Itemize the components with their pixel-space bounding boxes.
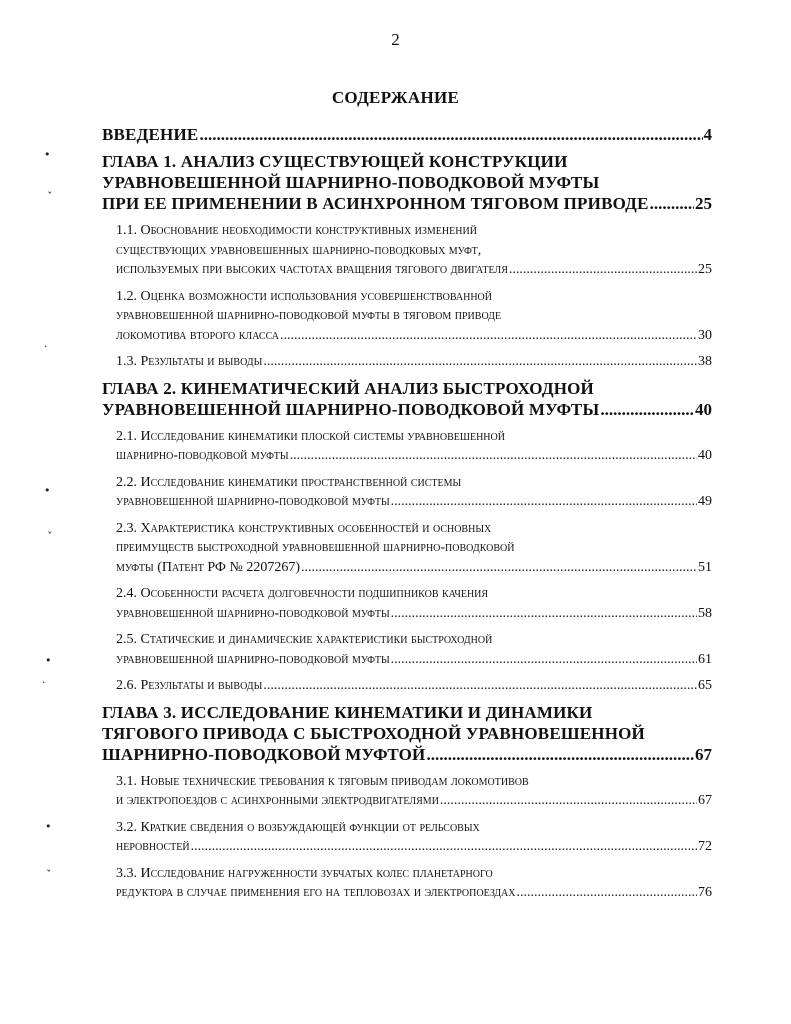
toc-section-entry[interactable] <box>102 818 712 857</box>
toc-entry-last-line <box>116 650 712 670</box>
dot-leader <box>301 558 697 578</box>
toc-page-number: 61 <box>698 651 712 667</box>
scan-mark: ˇ <box>46 868 52 881</box>
toc-entry-text: уравновешенной шарнирно-поводковой муфты <box>116 494 390 509</box>
toc-page-number: 67 <box>695 744 712 764</box>
toc-page-number: 25 <box>695 194 712 213</box>
toc-page-number: 65 <box>698 678 712 693</box>
toc-chapter-entry[interactable] <box>102 378 712 420</box>
toc-section-entry[interactable] <box>102 473 712 512</box>
toc-entry-text: 1.3. Результаты и выводы <box>116 354 263 369</box>
toc-entry-text: и электропоездов с асинхронными электродвигателями <box>116 793 439 808</box>
toc-entry-line: УРАВНОВЕШЕННОЙ ШАРНИРНО-ПОВОДКОВОЙ МУФТЫ <box>102 173 600 192</box>
toc-entry-line: ГЛАВА 3. ИССЛЕДОВАНИЕ КИНЕМАТИКИ И ДИНАМИКИ <box>102 702 593 722</box>
toc-entry-last-line <box>116 492 712 512</box>
toc-page-number: 40 <box>698 448 712 463</box>
toc-entry-line: уравновешенной шарнирно-поводковой муфты в тяговом приводе <box>116 308 502 323</box>
dot-leader <box>263 352 697 372</box>
toc-entry-line: 2.5. Статические и динамические характеристики быстроходной <box>116 632 493 647</box>
scan-mark: ˇ <box>47 530 53 543</box>
toc-page-number: 72 <box>698 839 712 854</box>
dot-leader <box>600 399 694 420</box>
toc-page-number: 58 <box>698 605 712 621</box>
toc-chapter-entry[interactable] <box>102 702 712 765</box>
toc-entry-last-line <box>102 399 712 420</box>
toc-page-number: 51 <box>698 559 712 575</box>
scan-mark: ˇ <box>47 190 53 203</box>
toc-entry-text: неровностей <box>116 839 190 854</box>
scan-mark: · <box>42 676 46 689</box>
toc-entry-last-line <box>116 883 712 903</box>
toc-section-entry[interactable] <box>102 519 712 578</box>
toc-entry-last-line <box>102 193 712 214</box>
toc-page-number: 30 <box>698 327 712 343</box>
toc-page-number: 67 <box>698 793 712 808</box>
scan-mark: · <box>44 340 48 353</box>
toc-entry-line: существующих уравновешенных шарнирно-поводковых муфт, <box>116 242 482 258</box>
dot-leader <box>280 326 697 346</box>
toc-entry-last-line <box>116 558 712 578</box>
toc-entry-text: редуктора в случае применения его на тепловозах и электропоездах <box>116 885 516 900</box>
toc-section-entry[interactable] <box>102 221 712 280</box>
toc-section-entry[interactable] <box>102 630 712 669</box>
toc-entry-line: 3.1. Новые технические требования к тяговым приводам локомотивов <box>116 773 529 789</box>
toc-section-entry[interactable] <box>102 864 712 903</box>
toc-entry-line: 3.2. Краткие сведения о возбуждающей функции от рельсовых <box>116 819 480 835</box>
toc-section-entry[interactable] <box>102 676 712 696</box>
toc-entry-last-line <box>116 604 712 624</box>
toc-entry-text: локомотива второго класса <box>116 327 279 343</box>
toc-entry-text: 2.6. Результаты и выводы <box>116 678 263 693</box>
toc-section-entry[interactable] <box>102 772 712 811</box>
toc-chapter-entry[interactable] <box>102 124 712 145</box>
toc-entry-text: используемых при высоких частотах вращения тягового двигателя <box>116 262 508 277</box>
toc-section-entry[interactable] <box>102 287 712 346</box>
toc-entry-last-line <box>116 837 712 857</box>
toc-page-number: 76 <box>698 885 712 900</box>
dot-leader <box>509 260 697 280</box>
toc-section-entry[interactable] <box>102 584 712 623</box>
toc-entry-line: 1.2. Оценка возможности использования усовершенствованной <box>116 288 492 304</box>
toc-entry-text: УРАВНОВЕШЕННОЙ ШАРНИРНО-ПОВОДКОВОЙ МУФТЫ <box>102 399 600 419</box>
dot-leader <box>650 193 694 214</box>
dot-leader <box>191 837 697 857</box>
toc-entry-line: ТЯГОВОГО ПРИВОДА С БЫСТРОХОДНОЙ УРАВНОВЕШЕННОЙ <box>102 723 645 743</box>
dot-leader <box>290 446 697 466</box>
toc-entry-line: преимуществ быстроходной уравновешенной шарнирно-поводковой <box>116 540 515 555</box>
toc-entry-text: уравновешенной шарнирно-поводковой муфты <box>116 605 390 621</box>
toc-entry-text: уравновешенной шарнирно-поводковой муфты <box>116 651 390 667</box>
table-of-contents <box>102 124 712 903</box>
dot-leader <box>517 883 698 903</box>
toc-chapter-entry[interactable] <box>102 151 712 214</box>
scan-mark: • <box>45 654 52 667</box>
toc-entry-line: ГЛАВА 1. АНАЛИЗ СУЩЕСТВУЮЩЕЙ КОНСТРУКЦИИ <box>102 152 568 171</box>
toc-entry-line: 2.2. Исследование кинематики пространственной системы <box>116 474 462 490</box>
page-number: 2 <box>391 30 400 49</box>
toc-entry-last-line <box>116 446 712 466</box>
toc-entry-text: ШАРНИРНО-ПОВОДКОВОЙ МУФТОЙ <box>102 744 426 764</box>
scan-mark: • <box>44 148 51 161</box>
toc-entry-line: 2.1. Исследование кинематики плоской системы уравновешенной <box>116 428 505 444</box>
toc-page-number: 49 <box>698 494 712 509</box>
toc-entry-last-line <box>116 676 712 696</box>
toc-entry-last-line <box>102 124 712 145</box>
toc-page-number: 40 <box>695 399 712 419</box>
dot-leader <box>391 650 697 670</box>
toc-entry-last-line <box>116 326 712 346</box>
toc-entry-text: муфты (Патент РФ № 2207267) <box>116 559 300 575</box>
toc-page-number: 4 <box>703 125 712 144</box>
dot-leader <box>391 604 697 624</box>
toc-section-entry[interactable] <box>102 352 712 372</box>
toc-entry-text: шарнирно-поводковой муфты <box>116 448 289 463</box>
toc-page-number: 38 <box>698 354 712 369</box>
dot-leader <box>440 791 697 811</box>
toc-entry-text: ПРИ ЕЕ ПРИМЕНЕНИИ В АСИНХРОННОМ ТЯГОВОМ ПРИВОДЕ <box>102 194 649 213</box>
toc-entry-line: ГЛАВА 2. КИНЕМАТИЧЕСКИЙ АНАЛИЗ БЫСТРОХОДНОЙ <box>102 378 594 398</box>
dot-leader <box>391 492 697 512</box>
toc-entry-text: ВВЕДЕНИЕ <box>102 125 199 144</box>
toc-page-number: 25 <box>698 262 712 277</box>
toc-entry-last-line <box>116 791 712 811</box>
toc-section-entry[interactable] <box>102 427 712 466</box>
toc-entry-line: 2.4. Особенности расчета долговечности подшипников качения <box>116 586 489 601</box>
dot-leader <box>199 124 702 145</box>
toc-entry-line: 3.3. Исследование нагруженности зубчатых колес планетарного <box>116 865 493 881</box>
dot-leader <box>427 744 695 765</box>
scan-mark: • <box>44 484 51 497</box>
toc-entry-line: 1.1. Обоснование необходимости конструктивных изменений <box>116 223 477 238</box>
toc-entry-last-line <box>116 352 712 372</box>
scan-mark: • <box>45 820 52 833</box>
page-title: СОДЕРЖАНИЕ <box>331 88 460 107</box>
toc-entry-last-line <box>116 260 712 280</box>
toc-entry-last-line <box>102 744 712 765</box>
toc-entry-line: 2.3. Характеристика конструктивных особенностей и основных <box>116 520 492 536</box>
dot-leader <box>263 676 697 696</box>
